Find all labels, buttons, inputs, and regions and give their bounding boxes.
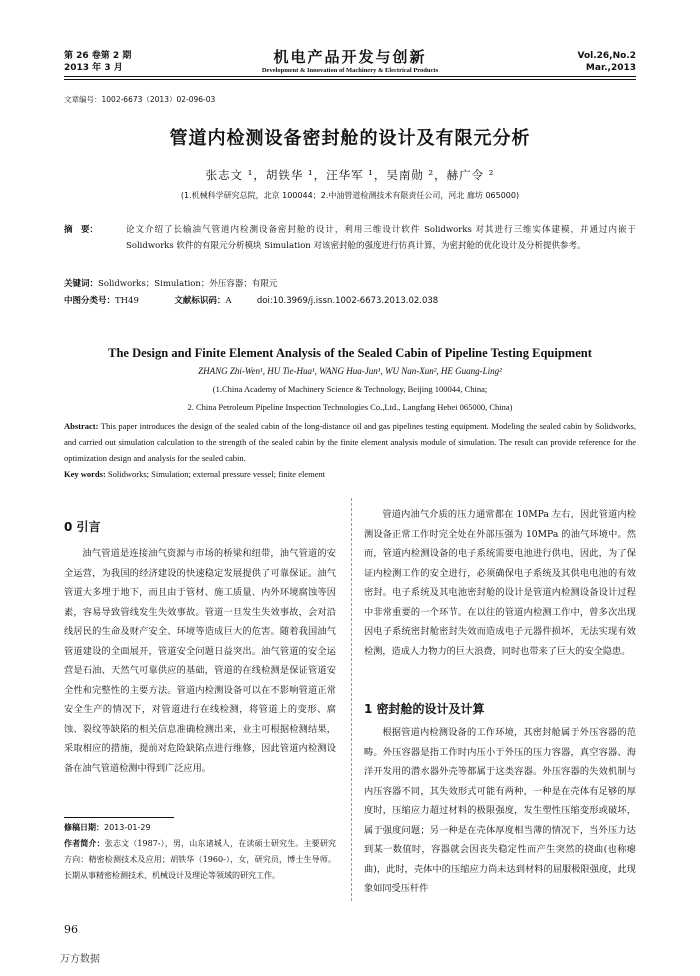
section-0-paragraph: 油气管道是连接油气资源与市场的桥梁和纽带，油气管道的安全运营，为我国的经济建设的快速稳定发展提供了可靠保证。油气管道大多埋于地下，而且由于管材、施工质量、内外环境腐蚀等因素，容易导致管线发生失效事故。管道一旦发生失效事故，会对沿线居民的生命及财产安全、环境等造成巨大的危害。随着我国油气管道建设的全面展开，管道安全问题日益突出。油气管道的安全运营是石油、天然气可靠供应的基础，管道的在线检测是保证管道安全性和完整性的主要方法。管道内检测设备可以在不影响管道正常安全生产的情况下，对管道进行在线检测，将管道上的变形、腐蚀、裂纹等缺陷的相关信息准确检测出来，业主可根据检测结果，采取相应的措施，提前对危险缺陷点进行维修，因此管道内检测设备在油气管道检测中得到广泛应用。 bbox=[64, 548, 336, 774]
clc-value: TH49 bbox=[115, 296, 139, 306]
affiliation-cn: (1.机械科学研究总院，北京 100044；2.中油管道检测技术有限责任公司，河北 廊坊 065000) bbox=[180, 191, 520, 200]
abstract-en-label: Abstract: bbox=[64, 421, 99, 431]
authors-cn: 张志文 ¹，胡铁华 ¹，汪华军 ¹，吴南勋 ²，赫广令 ² bbox=[205, 168, 495, 182]
received-date: 2013-01-29 bbox=[104, 823, 151, 832]
keywords-cn-text: Solidworks；Simulation；外压容器；有限元 bbox=[98, 279, 278, 289]
intro-continued-paragraph: 管道内油气介质的压力通常都在 10MPa 左右，因此管道内检测设备正常工作时完全处在外部压强为 10MPa 的油气环境中。然而，管道内检测设备的电子系统需要电池进行供电，因此，为了保证内检测工作的安全进行，必须确保电子系统及其供电电池的有效密封。电子系统及其电池密封舱的设计是管道内检测设备设计过程中非常重要的一个环节。在以往的管道内检测工作中，曾多次出现因电子系统密封舱密封失效而造成电子元器件损坏，无法实现有效检测，造成人力物力的巨大浪费，同时也带来了巨大的安全隐患。 bbox=[364, 509, 636, 657]
received-label: 修稿日期： bbox=[64, 823, 104, 832]
header-rule-thin bbox=[64, 79, 636, 80]
volume-issue-en: Vol.26,No.2 bbox=[577, 51, 636, 61]
doc-code-label: 文献标识码： bbox=[174, 296, 226, 306]
journal-subtitle: Development & Innovation of Machinery & Electrical Products bbox=[261, 67, 439, 74]
date-cn: 2013 年 3 月 bbox=[64, 63, 123, 73]
clc-label: 中图分类号： bbox=[64, 296, 116, 306]
watermark: 万方数据 bbox=[60, 954, 100, 965]
footnote bbox=[64, 820, 336, 884]
abstract-cn-text: 论文介绍了长输油气管道内检测设备密封舱的设计，利用三维设计软件 Solidworks 对其进行三维实体建模，并通过内嵌于 Solidworks 软件的有限元分析模块 Simulation 对该密封舱的强度进行仿真计算，为密封舱的优化设计及分析提供参考。 bbox=[126, 225, 636, 251]
section-0-heading: 0 引言 bbox=[64, 520, 101, 534]
authors-en: ZHANG Zhi-Wen¹, HU Tie-Hua¹, WANG Hua-Jun¹, WU Nan-Xun², HE Guang-Ling² bbox=[198, 366, 502, 376]
article-number: 文章编号：1002-6673（2013）02-096-03 bbox=[64, 95, 216, 104]
doc-code-value: A bbox=[225, 296, 232, 306]
abstract-cn bbox=[64, 222, 636, 254]
classification-line bbox=[64, 293, 636, 309]
keywords-cn-label: 关键词： bbox=[64, 279, 99, 289]
paper-title-en: The Design and Finite Element Analysis of the Sealed Cabin of Pipeline Testing Equipment bbox=[108, 346, 592, 360]
bio-label: 作者简介： bbox=[64, 839, 105, 848]
abstract-cn-label: 摘 要： bbox=[64, 225, 99, 235]
keywords-cn bbox=[64, 276, 636, 292]
affiliation-en-2: 2. China Petroleum Pipeline Inspection Technologies Co.,Ltd., Langfang Hebei 065000, China) bbox=[187, 402, 513, 412]
volume-issue-cn: 第 26 卷第 2 期 bbox=[64, 51, 132, 61]
paper-title-cn: 管道内检测设备密封舱的设计及有限元分析 bbox=[169, 128, 531, 149]
doi: doi:10.3969/j.issn.1002-6673.2013.02.038 bbox=[256, 296, 439, 306]
date-en: Mar.,2013 bbox=[585, 63, 636, 73]
page-number: 96 bbox=[64, 923, 78, 936]
keywords-en-text: Solidworks; Simulation; external pressure vessel; finite element bbox=[107, 469, 326, 479]
section-1-heading: 1 密封舱的设计及计算 bbox=[364, 702, 485, 716]
column-divider bbox=[351, 498, 352, 901]
footnote-rule bbox=[64, 817, 174, 818]
abstract-en bbox=[64, 418, 636, 466]
affiliation-en-1: (1.China Academy of Machinery Science & Technology, Beijing 100044, China; bbox=[212, 384, 488, 394]
bio-text: 张志文（1987-），男，山东诸城人，在读硕士研究生。主要研究方向：精密检测技术及应用；胡铁华（1960-），女，研究员，博士生导师。长期从事精密检测技术、机械设计及理论等领域的研究工作。 bbox=[64, 839, 336, 880]
journal-title: 机电产品开发与创新 bbox=[273, 48, 427, 66]
header-rule bbox=[64, 76, 636, 77]
abstract-en-text: This paper introduces the design of the sealed cabin of the long-distance oil and gas pipelines testing equipment. Modeling the sealed cabin by Solidworks, and carried out simulation calculation to the strength of the sealed cabin by the finite element analysis module of simulation. The result can provide reference for the optimization design and analysis for the sealed cabin. bbox=[64, 421, 636, 463]
section-1-paragraph: 根据管道内检测设备的工作环境，其密封舱属于外压容器的范畴。外压容器是指工作时内压小于外压的压力容器，真空容器、海洋开发用的潜水器外壳等都属于这类容器。外压容器的失效机制与内压容器不同，其失效形式可能有两种，一种是在壳体有足够的厚度时，压缩应力超过材料的极限强度，发生塑性压缩变形或破坏，属于强度问题；另一种是在壳体厚度相当薄的情况下，当外压力达到某一数值时，容器就会因丧失稳定性而产生突然的挠曲(也称瘪曲)，此时，壳体中的压缩应力尚未达到材料的屈服极限强度，此现象如同受压杆件 bbox=[364, 727, 636, 894]
keywords-en-label: Key words: bbox=[64, 469, 106, 479]
keywords-en bbox=[64, 466, 636, 482]
